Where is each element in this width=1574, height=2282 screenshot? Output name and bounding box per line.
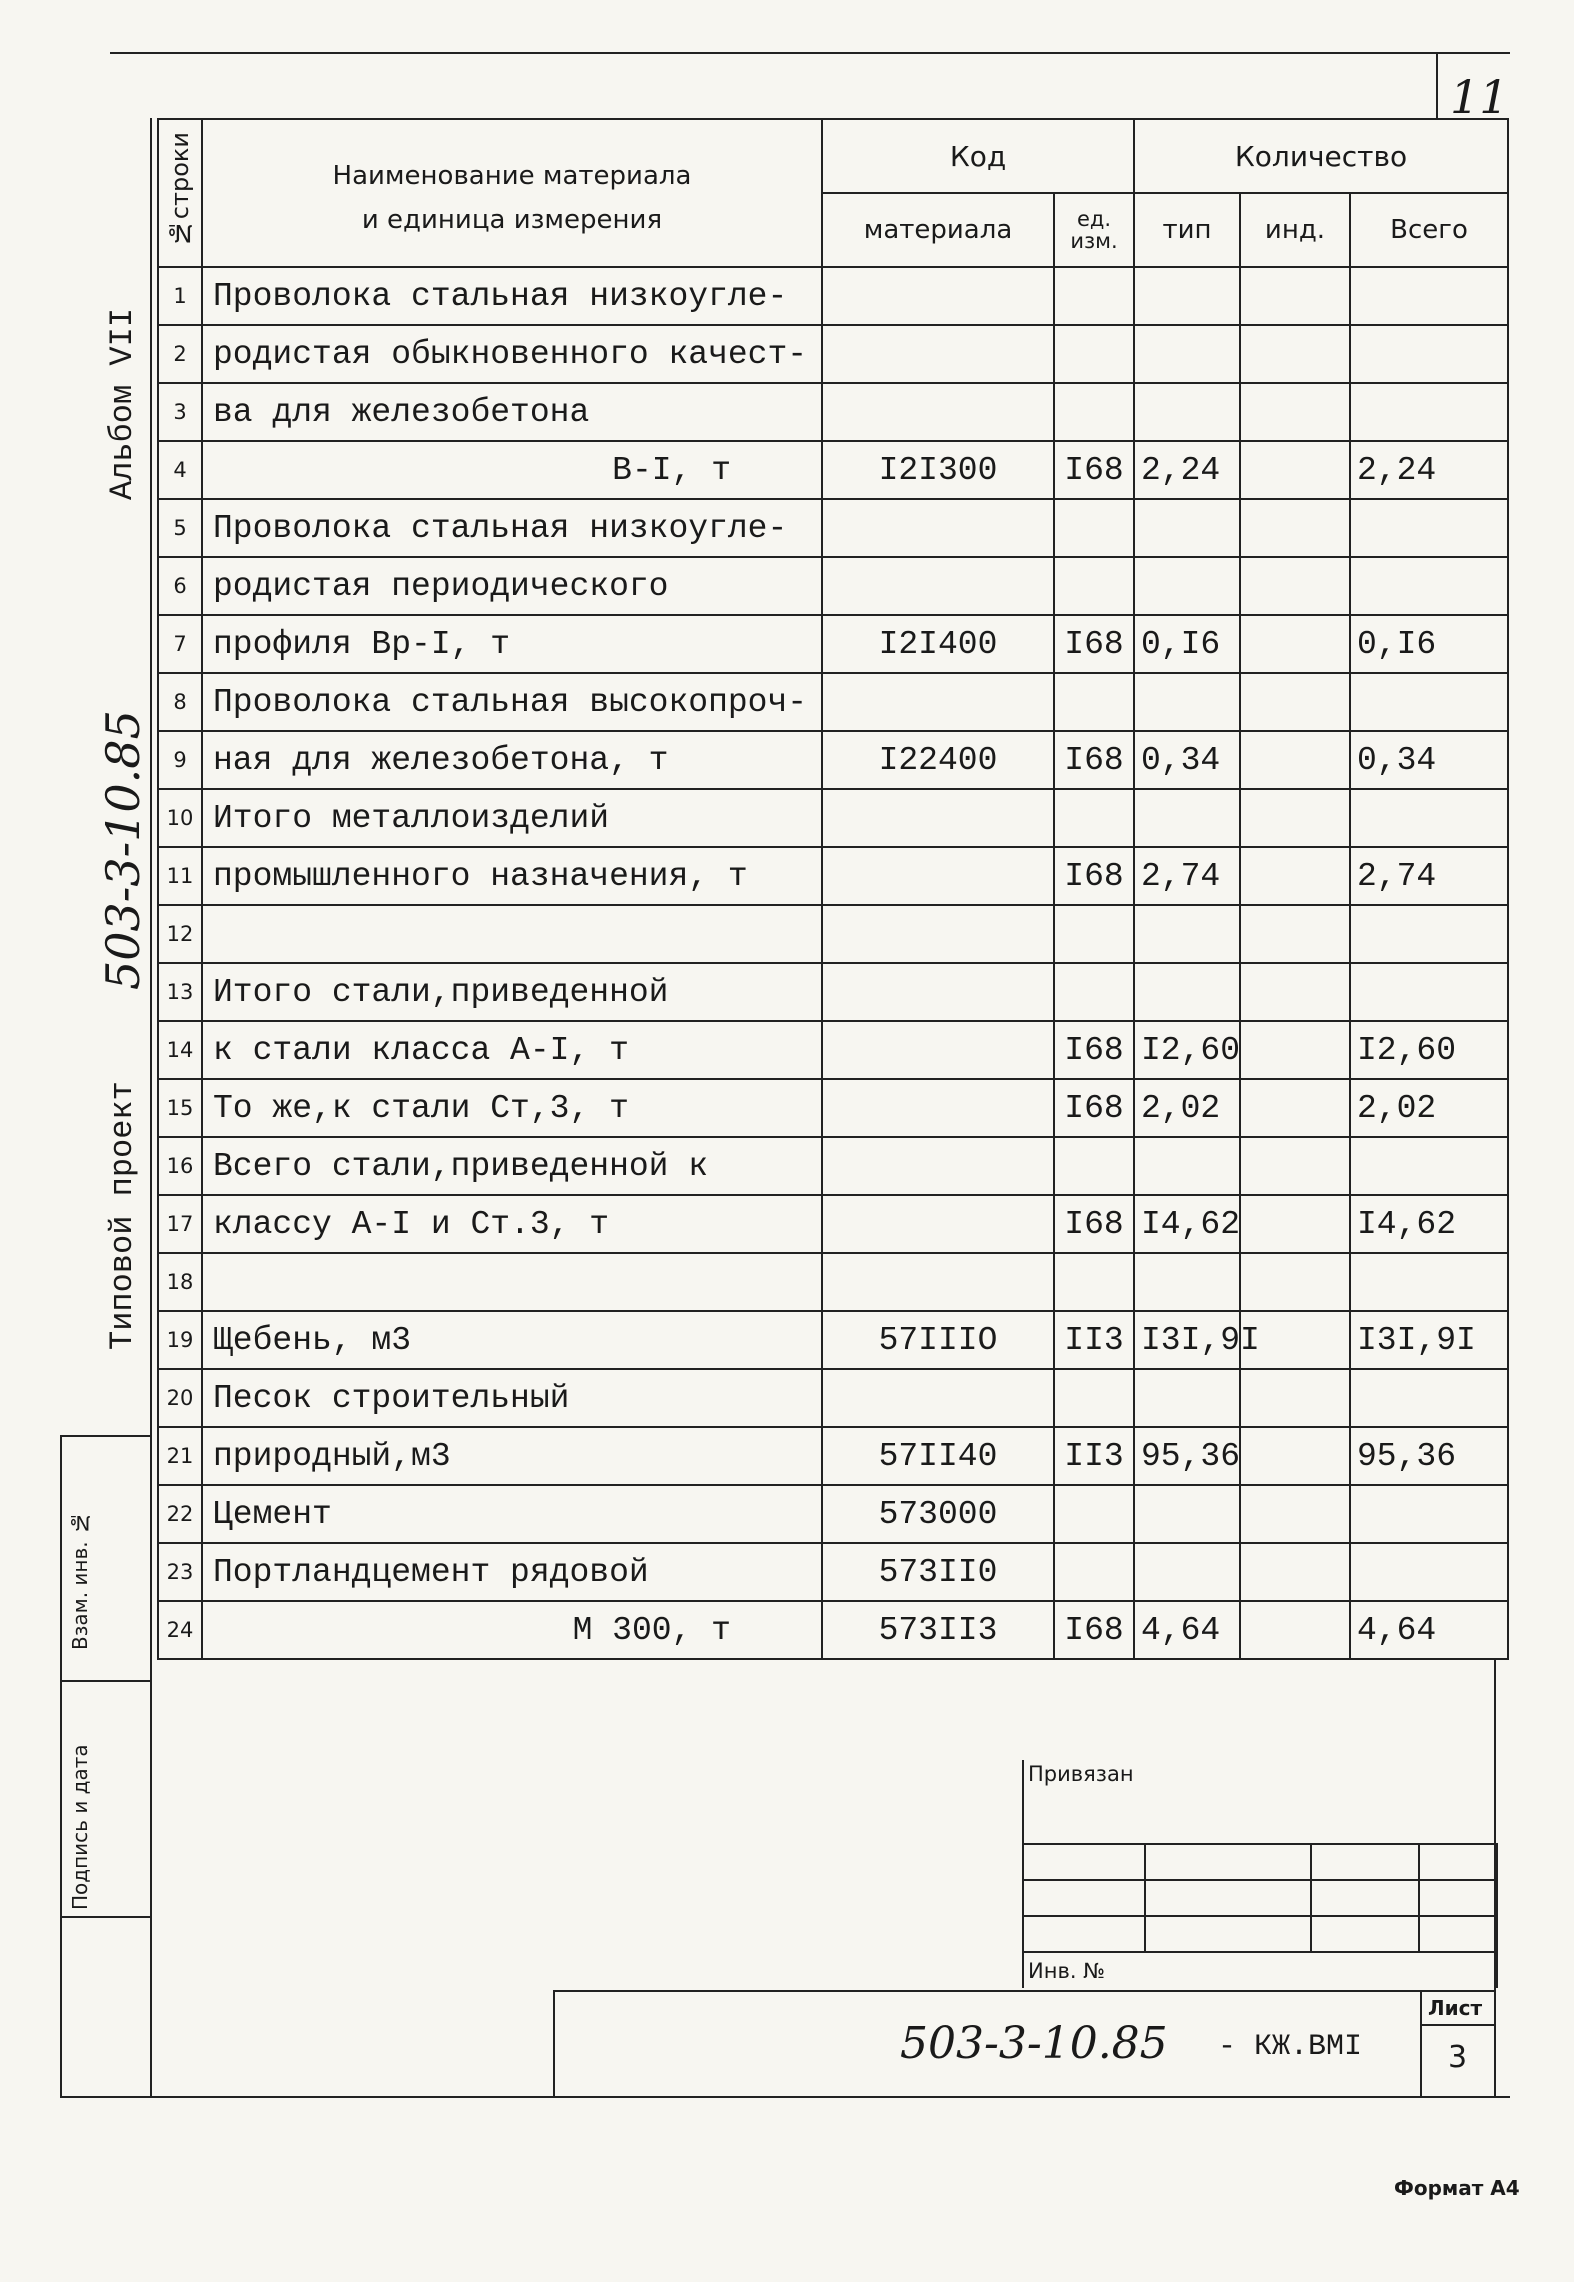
row-qty-type (1134, 383, 1240, 441)
row-number: 13 (158, 963, 202, 1021)
row-qty-ind (1240, 1195, 1350, 1253)
name-header: Наименование материала и единица измерения (202, 119, 822, 267)
row-code (822, 1137, 1054, 1195)
sign-date-label: Подпись и дата (68, 1744, 92, 1910)
row-code (822, 1195, 1054, 1253)
row-name: Щебень, м3 (202, 1311, 822, 1369)
row-unit: I68 (1054, 847, 1134, 905)
row-qty-ind (1240, 1253, 1350, 1311)
row-code (822, 905, 1054, 963)
row-qty-total (1350, 1485, 1508, 1543)
row-number: 23 (158, 1543, 202, 1601)
row-unit (1054, 1543, 1134, 1601)
row-qty-type (1134, 905, 1240, 963)
row-code: 57II40 (822, 1427, 1054, 1485)
row-code (822, 847, 1054, 905)
row-name: В-I, т (202, 441, 822, 499)
row-number: 20 (158, 1369, 202, 1427)
row-number: 4 (158, 441, 202, 499)
row-name: Цемент (202, 1485, 822, 1543)
replace-inv-label: Взам. инв. № (68, 1511, 92, 1650)
table-row (158, 1485, 1508, 1543)
row-number: 17 (158, 1195, 202, 1253)
row-qty-ind (1240, 905, 1350, 963)
page-number: 11 (1450, 70, 1509, 124)
row-qty-total (1350, 963, 1508, 1021)
row-qty-type (1134, 1137, 1240, 1195)
row-qty-ind (1240, 673, 1350, 731)
margin-divider-2 (60, 1680, 152, 1682)
row-qty-ind (1240, 1369, 1350, 1427)
row-qty-type: 2,02 (1134, 1079, 1240, 1137)
table-row (158, 905, 1508, 963)
row-name: природный,м3 (202, 1427, 822, 1485)
row-qty-total: 2,02 (1350, 1079, 1508, 1137)
table-row (158, 1253, 1508, 1311)
row-unit (1054, 1369, 1134, 1427)
row-qty-total: 4,64 (1350, 1601, 1508, 1659)
frame-left-line (150, 118, 152, 2098)
page-number-divider (1436, 52, 1438, 120)
row-qty-ind (1240, 1601, 1350, 1659)
row-name: ная для железобетона, т (202, 731, 822, 789)
inv-no-label: Инв. № (1023, 1952, 1497, 1988)
row-qty-ind (1240, 1485, 1350, 1543)
row-number-header: №строки (158, 119, 202, 267)
row-qty-total (1350, 499, 1508, 557)
table-row (158, 441, 1508, 499)
table-row (158, 1195, 1508, 1253)
row-qty-total: 0,I6 (1350, 615, 1508, 673)
row-unit (1054, 1485, 1134, 1543)
row-qty-ind (1240, 1427, 1350, 1485)
stamp-top-line (553, 1990, 1496, 1992)
row-qty-total (1350, 557, 1508, 615)
row-qty-total (1350, 905, 1508, 963)
row-unit: I68 (1054, 1601, 1134, 1659)
row-qty-type (1134, 673, 1240, 731)
row-qty-total (1350, 1543, 1508, 1601)
row-number: 3 (158, 383, 202, 441)
table-row (158, 383, 1508, 441)
row-unit (1054, 499, 1134, 557)
row-name: ва для железобетона (202, 383, 822, 441)
row-name: профиля Вр-I, т (202, 615, 822, 673)
code-header: Код (822, 119, 1134, 193)
table-row (158, 1311, 1508, 1369)
row-number: 15 (158, 1079, 202, 1137)
row-qty-ind (1240, 963, 1350, 1021)
row-code (822, 1369, 1054, 1427)
table-row (158, 1021, 1508, 1079)
row-qty-type: 0,I6 (1134, 615, 1240, 673)
sheet-cell-left-line (1420, 1990, 1422, 2098)
row-unit (1054, 789, 1134, 847)
row-unit (1054, 325, 1134, 383)
row-code (822, 1021, 1054, 1079)
row-unit (1054, 383, 1134, 441)
row-qty-ind (1240, 615, 1350, 673)
specification-table (157, 118, 1509, 1660)
sheet-cell-divider (1420, 2024, 1496, 2026)
row-qty-type (1134, 499, 1240, 557)
row-unit (1054, 557, 1134, 615)
row-qty-total: 2,24 (1350, 441, 1508, 499)
table-row (158, 1369, 1508, 1427)
row-qty-ind (1240, 731, 1350, 789)
row-qty-type (1134, 325, 1240, 383)
table-row (158, 557, 1508, 615)
row-name: Всего стали,приведенной к (202, 1137, 822, 1195)
stamp-left-line (553, 1990, 555, 2098)
typical-project-label: Типовой проект (104, 1081, 141, 1350)
title-block-grid (1022, 1760, 1498, 1988)
row-unit (1054, 267, 1134, 325)
row-code (822, 963, 1054, 1021)
row-qty-ind (1240, 441, 1350, 499)
code-unit-header: ед. изм. (1054, 193, 1134, 267)
row-qty-ind (1240, 847, 1350, 905)
row-name: родистая обыкновенного качест- (202, 325, 822, 383)
table-row (158, 499, 1508, 557)
row-qty-ind (1240, 1021, 1350, 1079)
table-row (158, 1543, 1508, 1601)
row-qty-total (1350, 789, 1508, 847)
row-number: 11 (158, 847, 202, 905)
row-code: 573II3 (822, 1601, 1054, 1659)
row-qty-total: 2,74 (1350, 847, 1508, 905)
margin-divider-1 (60, 1435, 152, 1437)
row-name: То же,к стали Ст,3, т (202, 1079, 822, 1137)
row-qty-type (1134, 963, 1240, 1021)
row-qty-total (1350, 1253, 1508, 1311)
quantity-header: Количество (1134, 119, 1508, 193)
row-qty-ind (1240, 1137, 1350, 1195)
attached-label: Привязан (1023, 1760, 1497, 1844)
row-qty-type: 95,36 (1134, 1427, 1240, 1485)
row-code: I22400 (822, 731, 1054, 789)
row-code: 57IIIO (822, 1311, 1054, 1369)
top-border-line (110, 52, 1510, 54)
row-name: к стали класса А-I, т (202, 1021, 822, 1079)
row-code (822, 267, 1054, 325)
row-number: 18 (158, 1253, 202, 1311)
project-number-side: 503-3-10.85 (96, 710, 150, 990)
row-unit (1054, 1137, 1134, 1195)
row-unit: I68 (1054, 615, 1134, 673)
row-qty-type (1134, 1369, 1240, 1427)
row-code (822, 673, 1054, 731)
row-qty-type: 4,64 (1134, 1601, 1240, 1659)
row-unit (1054, 963, 1134, 1021)
row-qty-ind (1240, 1543, 1350, 1601)
frame-bottom-line (60, 2096, 1510, 2098)
frame-far-left-line (60, 1435, 62, 2098)
row-name (202, 1253, 822, 1311)
row-number: 19 (158, 1311, 202, 1369)
row-unit: I68 (1054, 441, 1134, 499)
row-name: Проволока стальная низкоугле- (202, 499, 822, 557)
row-name: Итого стали,приведенной (202, 963, 822, 1021)
table-row (158, 963, 1508, 1021)
row-number: 1 (158, 267, 202, 325)
row-qty-type (1134, 557, 1240, 615)
row-code (822, 1079, 1054, 1137)
row-qty-total: I4,62 (1350, 1195, 1508, 1253)
row-number: 16 (158, 1137, 202, 1195)
row-code (822, 789, 1054, 847)
row-number: 9 (158, 731, 202, 789)
row-qty-total (1350, 1137, 1508, 1195)
row-qty-ind (1240, 267, 1350, 325)
row-number: 6 (158, 557, 202, 615)
table-row (158, 1079, 1508, 1137)
row-qty-type (1134, 1253, 1240, 1311)
row-name: Итого металлоизделий (202, 789, 822, 847)
row-qty-ind (1240, 557, 1350, 615)
row-code (822, 325, 1054, 383)
row-name: Проволока стальная высокопроч- (202, 673, 822, 731)
row-name: Песок строительный (202, 1369, 822, 1427)
row-number: 14 (158, 1021, 202, 1079)
stamp-designation: 503-3-10.85 (900, 2018, 1168, 2069)
row-unit: II3 (1054, 1427, 1134, 1485)
row-number: 10 (158, 789, 202, 847)
row-qty-total: 0,34 (1350, 731, 1508, 789)
row-qty-type: 2,74 (1134, 847, 1240, 905)
row-qty-total (1350, 1369, 1508, 1427)
row-code: I2I300 (822, 441, 1054, 499)
row-qty-ind (1240, 325, 1350, 383)
table-row (158, 673, 1508, 731)
table-row (158, 789, 1508, 847)
table-row (158, 615, 1508, 673)
row-unit: I68 (1054, 731, 1134, 789)
row-name (202, 905, 822, 963)
table-row (158, 847, 1508, 905)
row-qty-total (1350, 267, 1508, 325)
row-qty-total (1350, 325, 1508, 383)
row-qty-ind (1240, 789, 1350, 847)
row-qty-type: 0,34 (1134, 731, 1240, 789)
table-row (158, 1427, 1508, 1485)
row-qty-type: I4,62 (1134, 1195, 1240, 1253)
row-number: 5 (158, 499, 202, 557)
table-row (158, 1137, 1508, 1195)
row-qty-total: 95,36 (1350, 1427, 1508, 1485)
table-row (158, 325, 1508, 383)
row-qty-total: I3I,9I (1350, 1311, 1508, 1369)
row-number: 2 (158, 325, 202, 383)
stamp-doc-code: - КЖ.ВМI (1218, 2030, 1363, 2064)
row-number: 8 (158, 673, 202, 731)
row-qty-total: I2,60 (1350, 1021, 1508, 1079)
row-qty-type (1134, 1485, 1240, 1543)
row-qty-type (1134, 267, 1240, 325)
row-qty-type: 2,24 (1134, 441, 1240, 499)
row-name: Проволока стальная низкоугле- (202, 267, 822, 325)
row-qty-total (1350, 673, 1508, 731)
row-number: 21 (158, 1427, 202, 1485)
row-qty-type (1134, 1543, 1240, 1601)
album-label: Альбом VII (104, 307, 141, 500)
row-unit: II3 (1054, 1311, 1134, 1369)
row-unit: I68 (1054, 1195, 1134, 1253)
row-unit: I68 (1054, 1021, 1134, 1079)
row-unit (1054, 905, 1134, 963)
row-code (822, 383, 1054, 441)
row-code: 573000 (822, 1485, 1054, 1543)
row-code: I2I400 (822, 615, 1054, 673)
row-name: Портландцемент рядовой (202, 1543, 822, 1601)
qty-ind-header: инд. (1240, 193, 1350, 267)
row-qty-type (1134, 789, 1240, 847)
row-number: 12 (158, 905, 202, 963)
row-unit (1054, 1253, 1134, 1311)
row-qty-ind (1240, 499, 1350, 557)
row-name: промышленного назначения, т (202, 847, 822, 905)
row-number: 24 (158, 1601, 202, 1659)
row-qty-type: I3I,9I (1134, 1311, 1240, 1369)
row-name: классу А-I и Ст.3, т (202, 1195, 822, 1253)
row-code (822, 499, 1054, 557)
sheet-label: Лист (1428, 1996, 1483, 2020)
row-name: М 300, т (202, 1601, 822, 1659)
qty-type-header: тип (1134, 193, 1240, 267)
row-qty-type: I2,60 (1134, 1021, 1240, 1079)
sheet-number: 3 (1448, 2040, 1468, 2075)
row-number: 22 (158, 1485, 202, 1543)
table-row (158, 267, 1508, 325)
row-qty-total (1350, 383, 1508, 441)
row-code (822, 557, 1054, 615)
row-unit (1054, 673, 1134, 731)
row-code: 573II0 (822, 1543, 1054, 1601)
row-qty-ind (1240, 1079, 1350, 1137)
qty-total-header: Всего (1350, 193, 1508, 267)
row-number: 7 (158, 615, 202, 673)
row-unit: I68 (1054, 1079, 1134, 1137)
code-material-header: материала (822, 193, 1054, 267)
row-qty-ind (1240, 383, 1350, 441)
margin-divider-3 (60, 1916, 152, 1918)
row-name: родистая периодического (202, 557, 822, 615)
row-code (822, 1253, 1054, 1311)
table-row (158, 1601, 1508, 1659)
format-label: Формат А4 (1394, 2176, 1520, 2200)
table-row (158, 731, 1508, 789)
